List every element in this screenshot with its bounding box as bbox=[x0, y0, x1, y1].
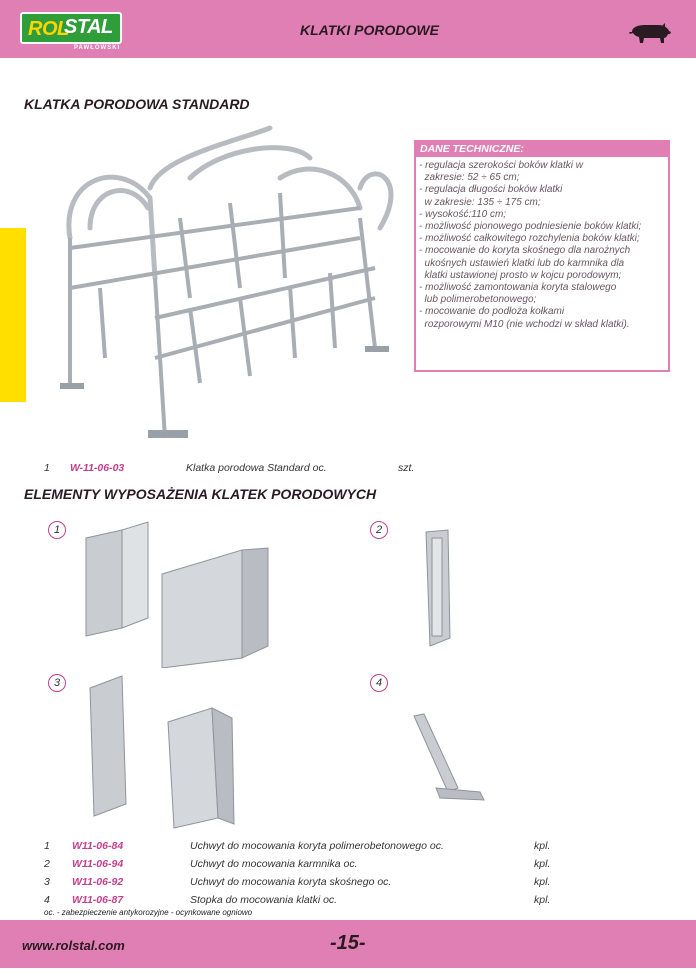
section-title-equipment: ELEMENTY WYPOSAŻENIA KLATEK PORODOWYCH bbox=[24, 486, 377, 502]
item-unit: kpl. bbox=[534, 858, 551, 870]
rolstal-logo bbox=[20, 12, 126, 52]
technical-data-list bbox=[416, 157, 668, 331]
tech-line: zakresie: 52 ÷ 65 cm; bbox=[419, 172, 520, 184]
tech-line: - regulacja szerokości boków klatki w bbox=[419, 160, 583, 171]
logo-stal: STAL bbox=[64, 16, 113, 38]
tech-line: - mocowanie do podłoża kołkami bbox=[419, 306, 565, 318]
tech-line: - mocowanie do koryta skośnego dla narożnych bbox=[419, 245, 631, 257]
tech-line: lub polimerobetonowego; bbox=[419, 294, 537, 306]
technical-data-heading: DANE TECHNICZNE: bbox=[416, 142, 668, 157]
tech-line: - możliwość całkowitego rozchylenia boków klatki; bbox=[419, 233, 640, 245]
tech-line: rozporowymi M10 (nie wchodzi w skład klatki). bbox=[419, 318, 630, 330]
side-accent-bar bbox=[0, 228, 26, 402]
technical-data-box bbox=[414, 140, 670, 372]
pig-icon bbox=[628, 22, 672, 44]
item-number: 2 bbox=[44, 858, 50, 870]
corrosion-note: oc. - zabezpieczenie antykorozyjne - ocynkowane ogniowo bbox=[44, 908, 253, 917]
feeder-bracket-image bbox=[418, 528, 458, 652]
bracket-slanted-image bbox=[82, 668, 252, 830]
page-number: -15- bbox=[330, 932, 366, 954]
page-footer bbox=[0, 920, 696, 968]
farrowing-crate-image bbox=[30, 118, 400, 450]
item-name: Uchwyt do mocowania koryta skośnego oc. bbox=[190, 876, 392, 888]
product-number: 1 bbox=[44, 462, 50, 474]
item-number: 1 bbox=[44, 840, 50, 852]
item-code: W11-06-94 bbox=[72, 858, 124, 870]
product-code: W-11-06-03 bbox=[70, 462, 125, 474]
logo-rol: ROL bbox=[28, 18, 69, 40]
item-name: Uchwyt do mocowania karmnika oc. bbox=[190, 858, 358, 870]
tech-line: ukośnych ustawień klatki lub do karmnika dla bbox=[419, 257, 625, 269]
item-badge-4: 4 bbox=[370, 674, 388, 692]
item-number: 3 bbox=[44, 876, 50, 888]
tech-line: - regulacja długości boków klatki bbox=[419, 184, 563, 196]
item-number: 4 bbox=[44, 894, 50, 906]
item-name: Stopka do mocowania klatki oc. bbox=[190, 894, 338, 906]
product-name: Klatka porodowa Standard oc. bbox=[186, 462, 327, 474]
item-badge-1: 1 bbox=[48, 521, 66, 539]
tech-line: - możliwość zamontowania koryta stalowego bbox=[419, 282, 617, 294]
page-header bbox=[0, 0, 696, 58]
tech-line: - wysokość:110 cm; bbox=[419, 208, 507, 220]
header-title: KLATKI PORODOWE bbox=[300, 22, 439, 38]
item-name: Uchwyt do mocowania koryta polimerobetonowego oc. bbox=[190, 840, 444, 852]
logo-subtitle: PAWŁOWSKI bbox=[74, 45, 121, 51]
website-link[interactable]: www.rolstal.com bbox=[22, 938, 125, 953]
item-unit: kpl. bbox=[534, 840, 551, 852]
item-badge-2: 2 bbox=[370, 521, 388, 539]
item-code: W11-06-84 bbox=[72, 840, 124, 852]
section-title-standard: KLATKA PORODOWA STANDARD bbox=[24, 96, 250, 112]
tech-line: w zakresie: 135 ÷ 175 cm; bbox=[419, 196, 541, 208]
crate-foot-image bbox=[410, 712, 490, 804]
item-unit: kpl. bbox=[534, 876, 551, 888]
bracket-polymer-image bbox=[82, 518, 272, 668]
item-code: W11-06-92 bbox=[72, 876, 124, 888]
item-badge-3: 3 bbox=[48, 674, 66, 692]
item-code: W11-06-87 bbox=[72, 894, 124, 906]
tech-line: - możliwość pionowego podniesienie boków klatki; bbox=[419, 221, 642, 233]
product-unit: szt. bbox=[398, 462, 415, 474]
tech-line: klatki ustawionej prosto w kojcu porodowym; bbox=[419, 269, 622, 281]
item-unit: kpl. bbox=[534, 894, 551, 906]
